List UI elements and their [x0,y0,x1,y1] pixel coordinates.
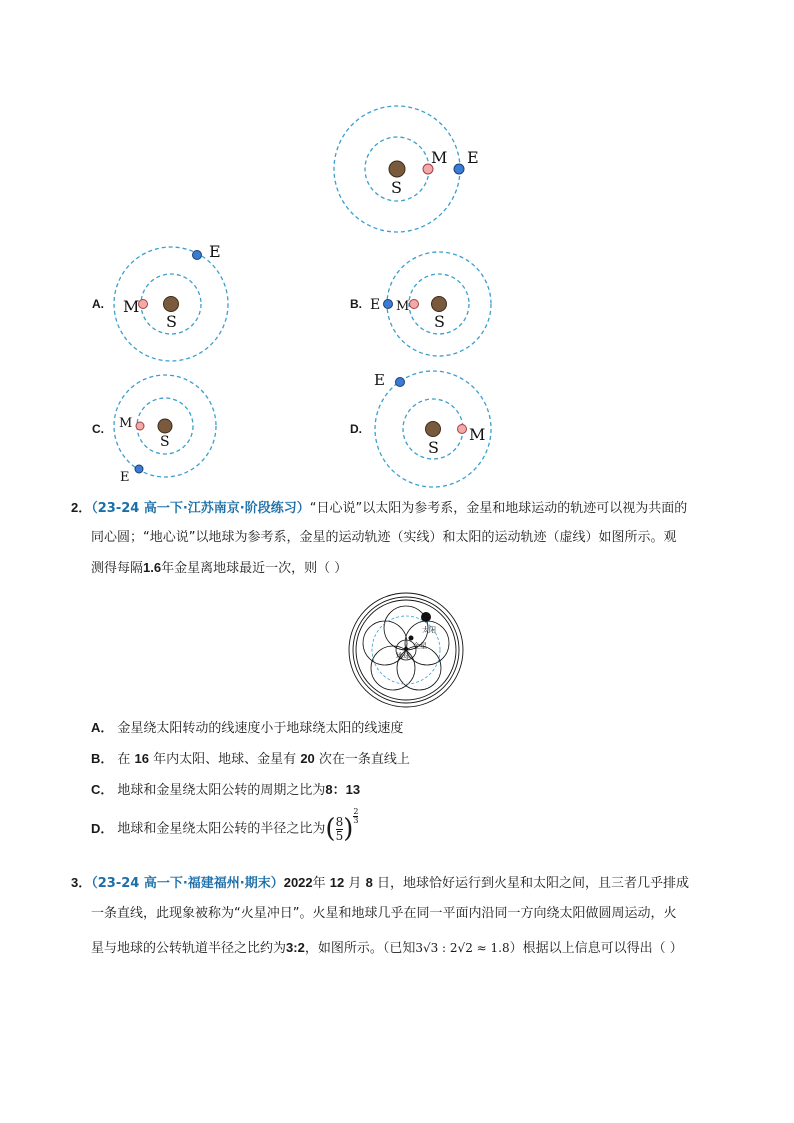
q2-line-2: 同心圆；“地心说”以地球为参考系，金星的运动轨迹（实线）和太阳的运动轨迹（虚线）如图所示。观 [91,530,677,545]
option-b-letter: B. [350,297,362,311]
svg-text:E: E [374,371,385,389]
earth-label: E [467,148,479,167]
exponent-fraction: $\frac{2}{3}$ [353,807,359,825]
svg-text:E: E [209,242,221,261]
q3-source: （23-24 高一下·福建福州·期末） [91,876,284,891]
q2-number: 2． [71,500,92,515]
q2-choice-c[interactable]: C． 地球和金星绕太阳公转的周期之比为8：13 [91,782,361,798]
svg-text:S: S [160,434,170,450]
option-a-figure [110,240,240,370]
geocentric-venus-figure [344,592,468,710]
q2-choice-d[interactable]: D． 地球和金星绕太阳公转的半径之比为( $\frac{8}{5}$ ) $\frac{2}{3}$ [91,807,359,844]
q2-source: （23-24 高一下·江苏南京·阶段练习） [91,501,310,516]
svg-text:S: S [166,312,177,331]
earth-dot [454,164,464,174]
svg-text:E: E [120,470,130,485]
venus-label: M [431,148,448,167]
q3-line-2: 一条直线，此现象被称为“火星冲日”。火星和地球几乎在同一平面内沿同一方向绕太阳做圆周运动，火 [91,906,677,921]
q3-line-3: 星与地球的公转轨道半径之比约为3:2，如图所示。（已知3√3 : 2√2 ≈ 1.8）根据以上信息可以得出（ ） [91,940,683,956]
svg-text:E: E [370,297,381,313]
sun-cn-label: 太阳 [422,626,436,634]
svg-text:S: S [428,438,439,457]
option-b-figure [368,240,498,370]
svg-text:M: M [396,299,410,314]
q2-text-1: “日心说”以太阳为参考系，金星和地球运动的轨迹可以视为共面的 [309,501,688,516]
q2-line-3: 测得每隔1.6年金星离地球最近一次，则（ ） [91,560,348,576]
q3-number: 3． [71,875,92,890]
option-a-letter: A. [92,297,104,311]
option-c-figure [110,370,240,485]
svg-text:M: M [123,297,140,316]
ratio-fraction: $\frac{8}{5}$ [335,814,344,843]
sun-dot [389,161,405,177]
q2-choice-b[interactable]: B． 在 16 年内太阳、地球、金星有 20 次在一条直线上 [91,751,410,767]
option-d-figure [368,362,503,497]
svg-text:S: S [434,312,445,331]
sun-label: S [391,178,402,197]
svg-text:M: M [469,425,486,444]
option-d-letter: D. [350,422,362,436]
earth-cn-label: 地球 [396,652,410,660]
venus-cn-label: 金星 [413,642,427,650]
option-c-letter: C. [92,422,104,436]
q3-formula: 3√3 : 2√2 ≈ 1.8 [415,941,510,955]
reference-orbit-figure [330,103,490,263]
svg-text:M: M [119,416,133,431]
q2-choice-a[interactable]: A． 金星绕太阳转动的线速度小于地球绕太阳的线速度 [91,720,404,736]
q3-line-1: 3．（23-24 高一下·福建福州·期末）2022年 12 月 8 日，地球恰好运行到火星和太阳之间，且三者几乎排成 [71,875,689,891]
q2-line-1 [71,498,687,519]
